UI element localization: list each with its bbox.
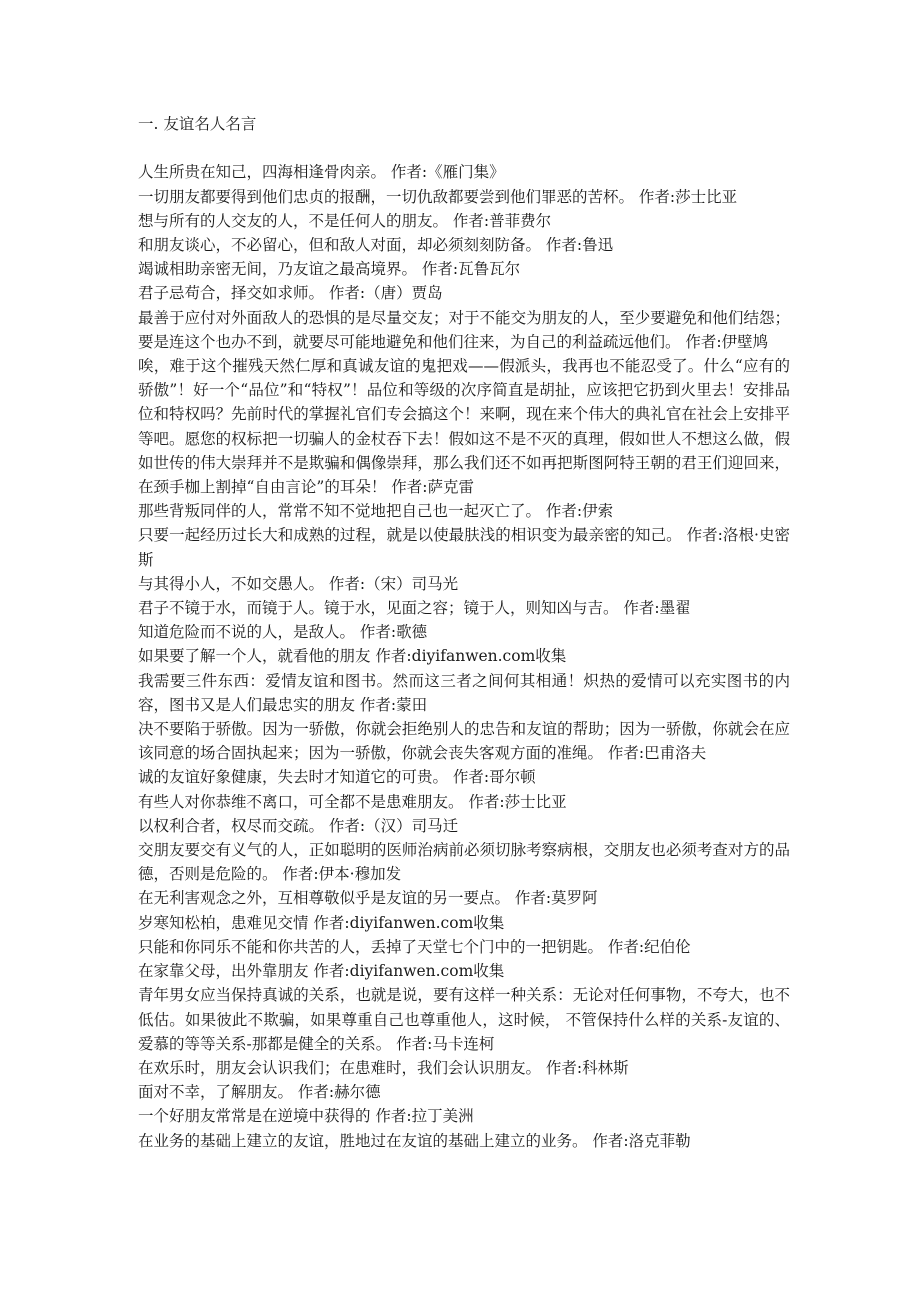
quote-item: 人生所贵在知己，四海相逢骨肉亲。 作者:《雁门集》 xyxy=(138,163,505,182)
quote-item: 岁寒知松柏，患难见交情 作者:diyifanwen.com收集 xyxy=(138,913,505,932)
quote-item: 在无利害观念之外，互相尊敬似乎是友谊的另一要点。 作者:莫罗阿 xyxy=(138,889,598,908)
quote-item: 君子忌苟合，择交如求师。 作者:（唐）贾岛 xyxy=(138,284,443,303)
quote-item: 一切朋友都要得到他们忠贞的报酬，一切仇敌都要尝到他们罪恶的苦杯。 作者:莎士比亚 xyxy=(138,187,738,206)
quote-item: 我需要三件东西：爱情友谊和图书。然而这三者之间何其相通！炽热的爱情可以充实图书的内容，图书又是人们最忠实的朋友 作者:蒙田 xyxy=(138,671,790,714)
quote-item: 最善于应付对外面敌人的恐惧的是尽量交友；对于不能交为朋友的人，至少要避免和他们结怨；要是连这个也办不到，就要尽可能地避免和他们往来，为自己的利益疏远他们。 作者:伊壁鸠 xyxy=(138,308,790,351)
quote-item: 如果要了解一个人，就看他的朋友 作者:diyifanwen.com收集 xyxy=(138,647,567,666)
quote-item: 在业务的基础上建立的友谊，胜地过在友谊的基础上建立的业务。 作者:洛克菲勒 xyxy=(138,1131,691,1150)
quote-item: 有些人对你恭维不离口，可全都不是患难朋友。 作者:莎士比亚 xyxy=(138,792,567,811)
document-body xyxy=(138,112,790,1153)
quote-item: 只能和你同乐不能和你共苦的人，丢掉了天堂七个门中的一把钥匙。 作者:纪伯伦 xyxy=(138,937,691,956)
quote-item: 在欢乐时，朋友会认识我们；在患难时，我们会认识朋友。 作者:科林斯 xyxy=(138,1058,629,1077)
quote-item: 知道危险而不说的人，是敌人。 作者:歌德 xyxy=(138,623,428,642)
quote-item: 君子不镜于水，而镜于人。镜于水，见面之容；镜于人，则知凶与吉。 作者:墨翟 xyxy=(138,599,691,618)
quote-item: 只要一起经历过长大和成熟的过程，就是以使最肤浅的相识变为最亲密的知己。 作者:洛根·史密斯 xyxy=(138,526,790,569)
quote-item: 与其得小人，不如交愚人。 作者:（宋）司马光 xyxy=(138,574,459,593)
quote-item: 面对不幸，了解朋友。 作者:赫尔德 xyxy=(138,1083,381,1102)
section-heading: 一. 友谊名人名言 xyxy=(138,115,257,133)
quote-item: 和朋友谈心，不必留心，但和敌人对面，却必须刻刻防备。 作者:鲁迅 xyxy=(138,236,614,254)
quote-item: 想与所有的人交友的人，不是任何人的朋友。 作者:普菲费尔 xyxy=(138,211,552,230)
quote-item: 诚的友谊好象健康，失去时才知道它的可贵。 作者:哥尔顿 xyxy=(138,768,536,787)
quote-item: 那些背叛同伴的人，常常不知不觉地把自己也一起灭亡了。 作者:伊索 xyxy=(138,502,614,521)
quote-item: 以权利合者，权尽而交疏。 作者:（汉）司马迁 xyxy=(138,816,459,835)
quote-item: 青年男女应当保持真诚的关系，也就是说，要有这样一种关系：无论对任何事物，不夸大，也不低估。如果彼此不欺骗，如果尊重自己也尊重他人，这时候， 不管保持什么样的关系-友谊的、爱慕的等等关系-那都是健全的关系。 作者:马卡连柯 xyxy=(138,986,790,1053)
quote-item: 竭诚相助亲密无间，乃友谊之最高境界。 作者:瓦鲁瓦尔 xyxy=(138,260,521,279)
quote-item: 决不要陷于骄傲。因为一骄傲，你就会拒绝别人的忠告和友谊的帮助；因为一骄傲，你就会在应该同意的场合固执起来；因为一骄傲，你就会丧失客观方面的准绳。 作者:巴甫洛夫 xyxy=(138,720,790,763)
quote-item: 唉，难于这个摧残天然仁厚和真诚友谊的鬼把戏——假派头，我再也不能忍受了。什么“应有的骄傲”！好一个“品位”和“特权”！品位和等级的次序简直是胡扯，应该把它扔到火里去！安排品位和特权吗？先前时代的掌握礼官们专会搞这个！来啊，现在来个伟大的典礼官在社会上安排平等吧。愿您的权标把一切骗人的金杖吞下去！假如这不是不灭的真理，假如世人不想这么做，假如世传的伟大崇拜并不是欺骗和偶像崇拜，那么我们还不如再把斯图阿特王朝的君王们迎回来，在颈手枷上割掉“自由言论”的耳朵！ 作者:萨克雷 xyxy=(138,357,790,497)
quote-item: 交朋友要交有义气的人，正如聪明的医师治病前必须切脉考察病根，交朋友也必须考查对方的品德，否则是危险的。 作者:伊本·穆加发 xyxy=(138,841,790,884)
quote-list xyxy=(138,160,790,1152)
quote-item: 一个好朋友常常是在逆境中获得的 作者:拉丁美洲 xyxy=(138,1107,474,1126)
quote-item: 在家靠父母，出外靠朋友 作者:diyifanwen.com收集 xyxy=(138,962,505,981)
